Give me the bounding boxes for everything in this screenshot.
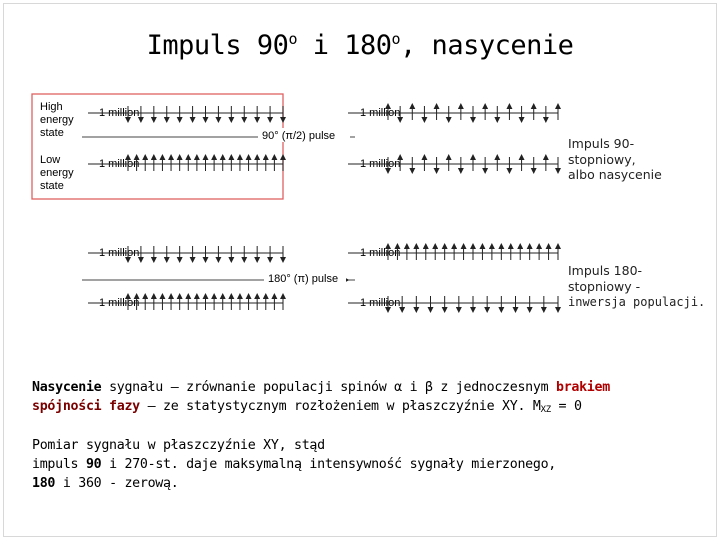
- million-label-c: 1 million: [360, 107, 401, 119]
- state-label-box: [32, 94, 283, 199]
- low-state-label-2: energy: [40, 167, 74, 179]
- high-state-label-2: energy: [40, 114, 74, 126]
- million-label-e: 1 million: [99, 247, 140, 259]
- high-state-label-1: High: [40, 101, 63, 113]
- high-state-label-3: state: [40, 127, 64, 139]
- saturation-paragraph: Nasycenie sygnału – zrównanie populacji spinów α i β z jednoczesnym brakiem spójności fazy – ze statystycznym rozłożeniem w płaszczyźnie XY. $M_{XZ} = 0$: [32, 380, 610, 415]
- million-label-h: 1 million: [360, 297, 401, 309]
- low-state-label-1: Low: [40, 154, 61, 166]
- slide-title: Impuls 90$^o$ i 180$^o$, nasycenie: [146, 30, 574, 61]
- note-180-pulse: Impuls 180- stopniowy - inwersja populacji.: [568, 263, 706, 309]
- million-label-a: 1 million: [99, 107, 140, 119]
- note-90-pulse: Impuls 90- stopniowy, albo nasycenie: [568, 136, 662, 182]
- pulse-90-label: 90° (π/2) pulse: [262, 130, 336, 142]
- million-label-f: 1 million: [99, 297, 140, 309]
- measurement-paragraph: Pomiar sygnału w płaszczyźnie XY, stąd impuls 90 i 270-st. daje maksymalną intensywność sygnały mierzonego, 180 i 360 - zerową.: [32, 438, 556, 491]
- low-state-label-3: state: [40, 180, 64, 192]
- million-label-d: 1 million: [360, 158, 401, 170]
- million-label-b: 1 million: [99, 158, 140, 170]
- pulse-180-label: 180° (π) pulse: [268, 273, 339, 285]
- million-label-g: 1 million: [360, 247, 401, 259]
